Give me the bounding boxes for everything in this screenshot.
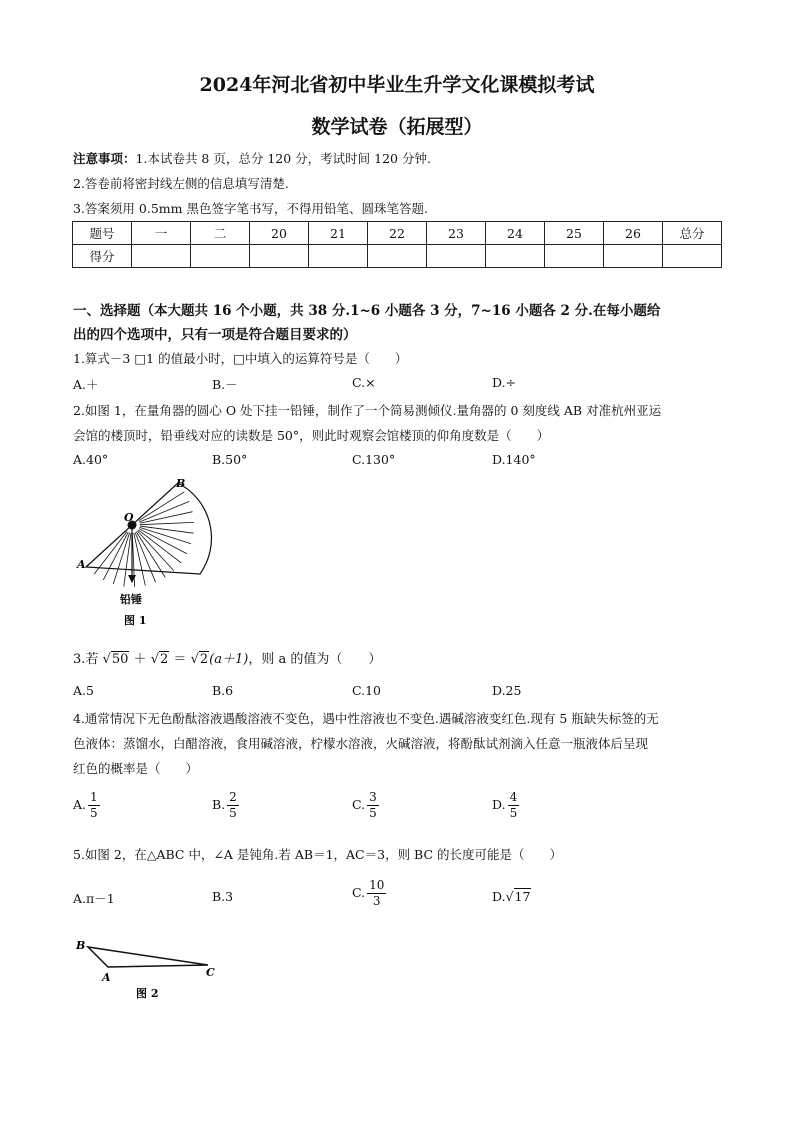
q4-option-letter: B. bbox=[212, 797, 226, 812]
q5-radical-sign-icon: √ bbox=[505, 889, 514, 904]
q4-option-fraction bbox=[508, 790, 520, 821]
q5-option-c[interactable] bbox=[352, 878, 386, 909]
fraction-numerator: 1 bbox=[90, 790, 98, 804]
q2-option-b[interactable]: B.50° bbox=[212, 452, 248, 467]
q3-paren-expr: (a＋1) bbox=[209, 652, 249, 667]
fig2-caption: 图 2 bbox=[136, 987, 159, 1000]
score-input-cell[interactable] bbox=[427, 245, 486, 268]
score-cell: 21 bbox=[309, 222, 368, 245]
score-cell: 26 bbox=[604, 222, 663, 245]
protractor-ray bbox=[140, 512, 193, 524]
plumb-bob-icon bbox=[128, 575, 136, 583]
q5-stem: 5.如图 2，在△ABC 中，∠A 是钝角.若 AB＝1，AC＝3，则 BC 的长度可能是（ ） bbox=[73, 847, 563, 862]
score-table bbox=[72, 221, 722, 268]
triangle-abc bbox=[88, 947, 208, 967]
score-cell: 一 bbox=[132, 222, 191, 245]
exam-subtitle: 数学试卷（拓展型） bbox=[311, 116, 483, 138]
score-table-header-row bbox=[73, 222, 722, 245]
q3-option-a[interactable]: A.5 bbox=[73, 683, 94, 698]
q4-stem-line-3: 红色的概率是（ ） bbox=[73, 761, 199, 776]
protractor-ray bbox=[140, 522, 194, 524]
q4-option-letter: D. bbox=[492, 797, 506, 812]
figure-2-triangle bbox=[70, 935, 230, 1005]
score-cell: 总分 bbox=[663, 222, 722, 245]
score-input-cell[interactable] bbox=[132, 245, 191, 268]
score-cell: 24 bbox=[486, 222, 545, 245]
notice-line-1 bbox=[73, 149, 431, 167]
q1-option-c[interactable]: C.× bbox=[352, 375, 376, 390]
score-cell: 25 bbox=[545, 222, 604, 245]
q3-suffix: ，则 a 的值为（ ） bbox=[248, 652, 382, 667]
score-input-cell[interactable] bbox=[368, 245, 427, 268]
q5-option-fraction bbox=[367, 878, 386, 909]
score-input-cell[interactable] bbox=[250, 245, 309, 268]
q4-option-b[interactable] bbox=[212, 790, 239, 821]
q3-radical-sign-icon: √ bbox=[150, 652, 159, 667]
score-cell: 二 bbox=[191, 222, 250, 245]
q3-radical-sign-icon: √ bbox=[190, 652, 199, 667]
q3-radicand-3: 2 bbox=[199, 652, 209, 667]
score-input-cell[interactable] bbox=[486, 245, 545, 268]
q1-option-d[interactable]: D.÷ bbox=[492, 375, 517, 390]
protractor-ticks bbox=[86, 483, 194, 587]
protractor-ray bbox=[140, 526, 194, 533]
q4-option-a[interactable] bbox=[73, 790, 100, 821]
q2-stem-line-1: 2.如图 1，在量角器的圆心 O 处下挂一铅锤，制作了一个简易测倾仪.量角器的 0 刻度线 AB 对准杭州亚运 bbox=[73, 403, 662, 418]
score-table-score-row bbox=[73, 245, 722, 268]
fraction-denominator: 5 bbox=[509, 806, 518, 820]
score-input-cell[interactable] bbox=[191, 245, 250, 268]
fig1-caption: 图 1 bbox=[124, 614, 147, 627]
score-cell: 20 bbox=[250, 222, 309, 245]
q4-option-fraction bbox=[88, 790, 100, 821]
notice-label: 注意事项： bbox=[73, 151, 136, 166]
notice-item-3: 3.答案须用 0.5mm 黑色签字笔书写，不得用铅笔、圆珠笔答题. bbox=[73, 201, 428, 216]
fraction-denominator: 3 bbox=[372, 894, 381, 908]
q3-radicand-1: 50 bbox=[111, 652, 129, 667]
q4-option-d[interactable] bbox=[492, 790, 519, 821]
q2-option-d[interactable]: D.140° bbox=[492, 452, 536, 467]
fraction-denominator: 5 bbox=[229, 806, 237, 820]
fig2-label-a: A bbox=[102, 971, 111, 984]
q3-plus: ＋ bbox=[133, 652, 147, 667]
fraction-numerator: 3 bbox=[369, 790, 377, 804]
q3-radical-sign-icon: √ bbox=[102, 652, 111, 667]
q3-radicand-2: 2 bbox=[159, 652, 169, 667]
fraction-denominator: 5 bbox=[369, 806, 377, 820]
q2-option-a[interactable]: A.40° bbox=[73, 452, 109, 467]
notice-item-2: 2.答卷前将密封线左侧的信息填写清楚. bbox=[73, 176, 289, 191]
q3-prefix: 3.若 bbox=[73, 652, 99, 667]
q5-option-b[interactable]: B.3 bbox=[212, 889, 234, 904]
score-cell: 题号 bbox=[73, 222, 132, 245]
q4-option-c[interactable] bbox=[352, 790, 379, 821]
q2-option-c[interactable]: C.130° bbox=[352, 452, 396, 467]
section-heading-line-1: 一、选择题（本大题共 16 个小题，共 38 分.1~6 小题各 3 分，7~16 小题各 2 分.在每小题给 bbox=[73, 303, 661, 319]
figure-1-protractor bbox=[72, 475, 222, 635]
fraction-numerator: 10 bbox=[369, 878, 385, 892]
q1-stem: 1.算式－3 □1 的值最小时，□中填入的运算符号是（ ） bbox=[73, 351, 408, 366]
score-input-cell[interactable] bbox=[604, 245, 663, 268]
q5-option-d[interactable] bbox=[492, 889, 531, 904]
q2-stem-line-2: 会馆的楼顶时，铅垂线对应的读数是 50°，则此时观察会馆楼顶的仰角度数是（ ） bbox=[73, 428, 550, 443]
fig1-label-a: A bbox=[77, 558, 86, 571]
q3-option-d[interactable]: D.25 bbox=[492, 683, 522, 698]
fig1-weight-label: 铅锤 bbox=[120, 593, 142, 606]
q4-option-letter: C. bbox=[352, 797, 366, 812]
q3-option-b[interactable]: B.6 bbox=[212, 683, 234, 698]
fig2-label-c: C bbox=[206, 966, 215, 979]
fraction-numerator: 2 bbox=[229, 790, 237, 804]
fig1-label-b: B bbox=[176, 477, 186, 490]
q1-option-a[interactable]: A.＋ bbox=[73, 377, 99, 392]
q4-option-fraction bbox=[367, 790, 379, 821]
score-input-cell[interactable] bbox=[545, 245, 604, 268]
fig1-label-o: O bbox=[124, 511, 134, 524]
q3-equals: ＝ bbox=[173, 652, 187, 667]
score-cell: 22 bbox=[368, 222, 427, 245]
notice-item-1: 1.本试卷共 8 页，总分 120 分，考试时间 120 分钟. bbox=[135, 151, 431, 166]
exam-title: 2024年河北省初中毕业生升学文化课模拟考试 bbox=[199, 74, 595, 96]
q4-stem-line-1: 4.通常情况下无色酚酞溶液遇酸溶液不变色，遇中性溶液也不变色.遇碱溶液变红色.现有 5 瓶缺失标签的无 bbox=[73, 711, 659, 726]
score-input-cell[interactable] bbox=[309, 245, 368, 268]
protractor-ray bbox=[138, 530, 181, 563]
q5-radicand: 17 bbox=[514, 889, 531, 904]
fraction-numerator: 4 bbox=[509, 790, 518, 804]
score-input-cell[interactable] bbox=[663, 245, 722, 268]
section-heading-line-2: 出的四个选项中，只有一项是符合题目要求的） bbox=[73, 327, 357, 343]
q4-stem-line-2: 色液体：蒸馏水，白醋溶液，食用碱溶液，柠檬水溶液，火碱溶液，将酚酞试剂滴入任意一瓶液体后呈现 bbox=[73, 736, 649, 751]
q4-option-letter: A. bbox=[73, 797, 87, 812]
q3-option-c[interactable]: C.10 bbox=[352, 683, 381, 698]
q5-option-letter: D. bbox=[492, 889, 506, 904]
score-cell: 23 bbox=[427, 222, 486, 245]
protractor-ray bbox=[134, 533, 146, 586]
q3-stem bbox=[73, 648, 381, 667]
fig2-label-b: B bbox=[76, 939, 86, 952]
q1-option-b[interactable]: B.－ bbox=[212, 377, 238, 392]
q5-option-a[interactable]: A.π－1 bbox=[73, 891, 115, 906]
score-row-label: 得分 bbox=[73, 245, 132, 268]
q5-option-letter: C. bbox=[352, 885, 366, 900]
fraction-denominator: 5 bbox=[90, 806, 98, 820]
q4-option-fraction bbox=[227, 790, 239, 821]
